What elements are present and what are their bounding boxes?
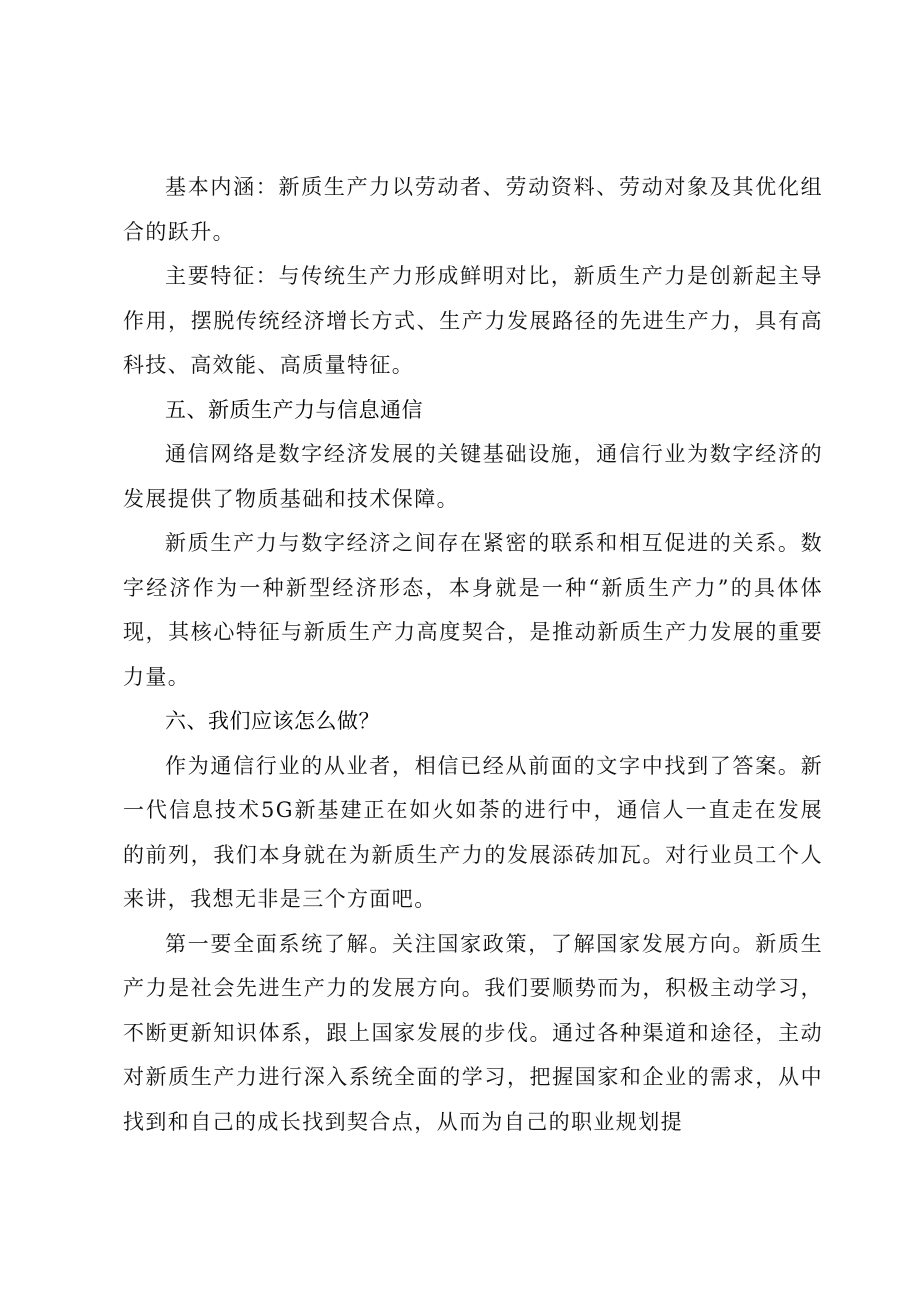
section-5-paragraph: 通信网络是数字经济发展的关键基础设施，通信行业为数字经济的发展提供了物质基础和技术保障。 [123, 442, 823, 511]
section-5-paragraph: 新质生产力与数字经济之间存在紧密的联系和相互促进的关系。数字经济作为一种新型经济形态，本身就是一种“新质生产力”的具体体现，其核心特征与新质生产力高度契合，是推动新质生产力发展的重要力量。 [123, 531, 823, 689]
paragraph-main-features: 主要特征：与传统生产力形成鲜明对比，新质生产力是创新起主导作用，摆脱传统经济增长方式、生产力发展路径的先进生产力，具有高科技、高效能、高质量特征。 [123, 264, 823, 377]
paragraph-basic-connotation: 基本内涵：新质生产力以劳动者、劳动资料、劳动对象及其优化组合的跃升。 [123, 175, 823, 244]
section-6-paragraph: 作为通信行业的从业者，相信已经从前面的文字中找到了答案。新一代信息技术5G新基建正在如火如荼的进行中，通信人一直走在发展的前列，我们本身就在为新质生产力的发展添砖加瓦。对行业员工个人来讲，我想无非是三个方面吧。 [123, 753, 823, 911]
section-5-heading: 五、新质生产力与信息通信 [165, 397, 423, 422]
section-6-heading: 六、我们应该怎么做？ [165, 709, 380, 733]
section-6-paragraph: 第一要全面系统了解。关注国家政策，了解国家发展方向。新质生产力是社会先进生产力的发展方向。我们要顺势而为，积极主动学习，不断更新知识体系，跟上国家发展的步伐。通过各种渠道和途径，主动对新质生产力进行深入系统全面的学习，把握国家和企业的需求，从中找到和自己的成长找到契合点，从而为自己的职业规划提 [123, 931, 823, 1134]
document-body [123, 165, 823, 1144]
